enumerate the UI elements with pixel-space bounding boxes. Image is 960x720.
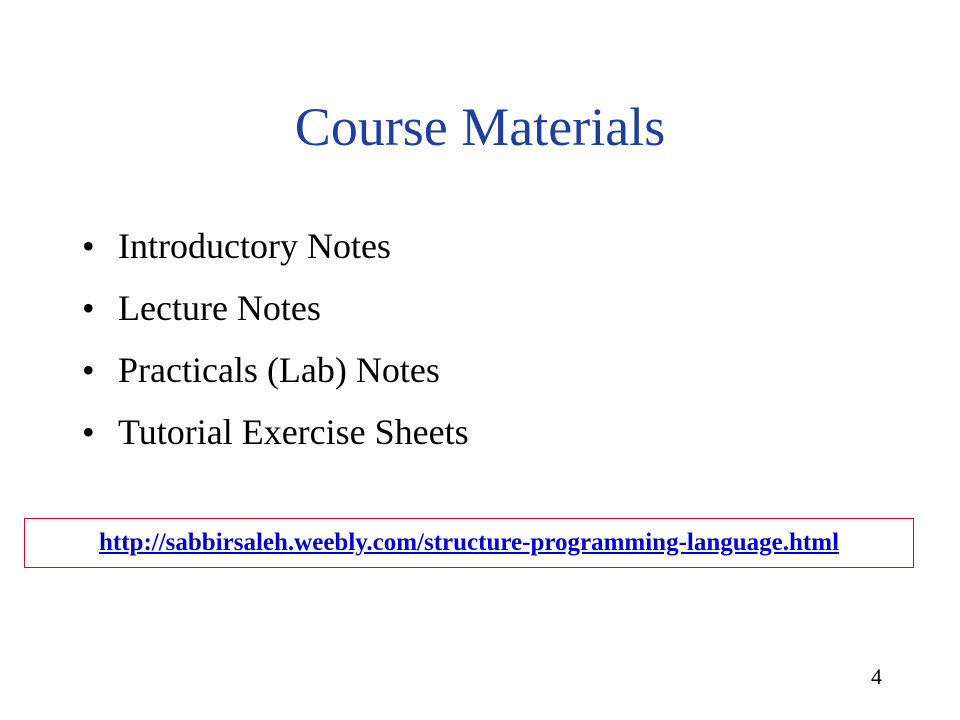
bullet-text: Lecture Notes [118,288,321,328]
bullet-dot: • [82,288,95,328]
bullet-dot: • [82,412,95,452]
bullet-item-lecture-notes [82,277,469,339]
slide-title: Course Materials [294,97,666,157]
bullet-text: Introductory Notes [118,226,391,266]
bullet-text: Practicals (Lab) Notes [118,350,440,390]
link-box [24,518,914,568]
bullet-item-introductory-notes [82,215,469,277]
page-number: 4 [871,664,882,689]
bullet-list [82,215,469,463]
bullet-item-practicals-notes [82,339,469,401]
course-website-link[interactable]: http://sabbirsaleh.weebly.com/structure-programming-language.html [98,529,840,556]
bullet-dot: • [82,226,95,266]
bullet-item-tutorial-sheets [82,401,469,463]
bullet-dot: • [82,350,95,390]
bullet-text: Tutorial Exercise Sheets [118,412,469,452]
